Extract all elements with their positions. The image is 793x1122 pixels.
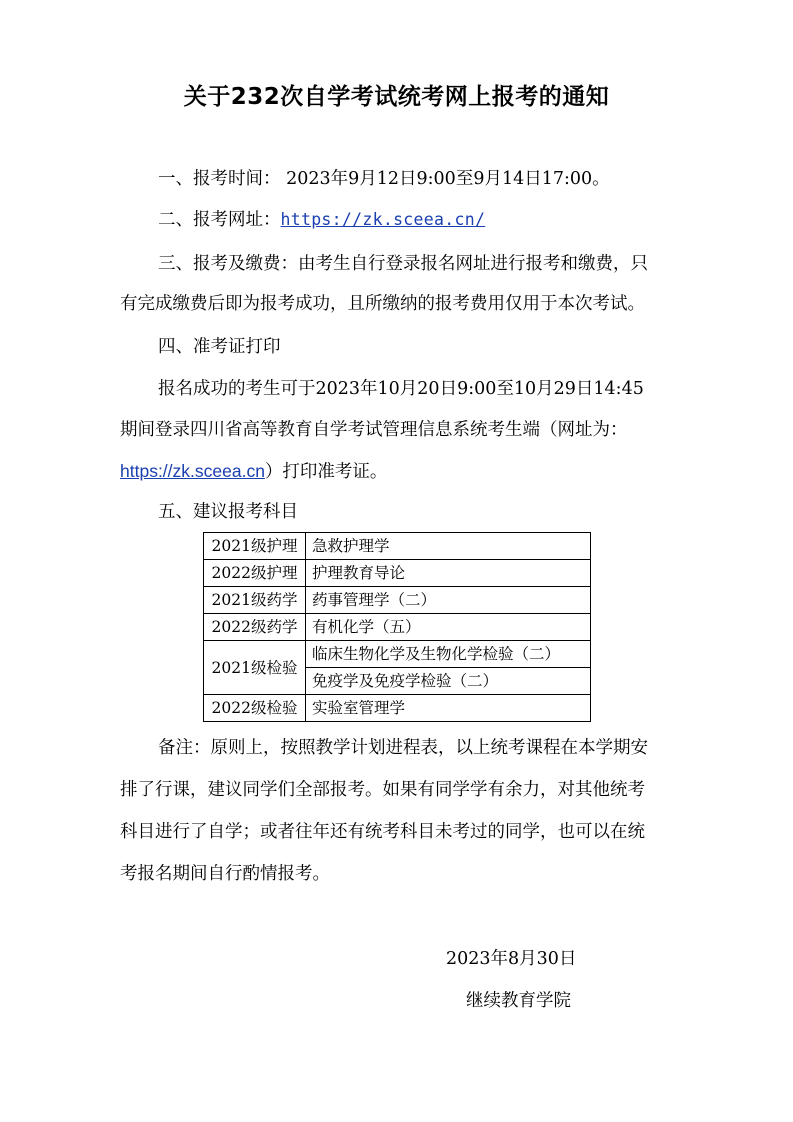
signature-date: 2023年8月30日 — [446, 949, 577, 969]
table-row — [204, 695, 591, 722]
table-row — [204, 587, 591, 614]
payment-line-2: 有完成缴费后即为报考成功，且所缴纳的报考费用仅用于本次考试。 — [120, 294, 645, 314]
note-line-3: 科目进行了自学；或者往年还有统考科目未考过的同学，也可以在统 — [120, 822, 645, 842]
table-row — [204, 641, 591, 668]
website-line — [158, 208, 485, 232]
admission-line-3-rest: ）打印准考证。 — [264, 462, 388, 482]
website-link[interactable]: https://zk.sceea.cn/ — [280, 210, 486, 229]
signature-org: 继续教育学院 — [466, 991, 571, 1011]
subjects-heading: 五、建议报考科目 — [158, 502, 298, 522]
subject-cell: 护理教育导论 — [306, 560, 591, 587]
subject-cell: 免疫学及免疫学检验（二） — [306, 668, 591, 695]
website-label: 二、报考网址： — [158, 210, 281, 230]
admission-heading: 四、准考证打印 — [158, 337, 281, 357]
admission-line-1: 报名成功的考生可于2023年10月20日9:00至10月29日14:45 — [158, 379, 644, 399]
grade-cell: 2022级药学 — [204, 614, 306, 641]
admission-line-2: 期间登录四川省高等教育自学考试管理信息系统考生端（网址为： — [120, 420, 628, 440]
grade-cell: 2021级护理 — [204, 533, 306, 560]
note-line-1: 备注：原则上，按照教学计划进程表，以上统考课程在本学期安 — [158, 738, 648, 758]
subjects-table — [203, 532, 591, 722]
table-row — [204, 560, 591, 587]
payment-line-1: 三、报考及缴费：由考生自行登录报名网址进行报考和缴费，只 — [158, 254, 648, 274]
note-line-2: 排了行课，建议同学们全部报考。如果有同学学有余力，对其他统考 — [120, 780, 645, 800]
page-title: 关于232次自学考试统考网上报考的通知 — [183, 84, 610, 110]
subject-cell: 急救护理学 — [306, 533, 591, 560]
admission-line-3 — [120, 459, 387, 484]
admission-link[interactable]: https://zk.sceea.cn — [120, 461, 265, 481]
subject-cell: 药事管理学（二） — [306, 587, 591, 614]
subject-cell: 有机化学（五） — [306, 614, 591, 641]
table-row — [204, 533, 591, 560]
grade-cell: 2021级药学 — [204, 587, 306, 614]
grade-cell: 2022级检验 — [204, 695, 306, 722]
table-row — [204, 614, 591, 641]
exam-time-line — [158, 167, 610, 191]
exam-time-value: 2023年9月12日9:00至9月14日17:00。 — [286, 169, 610, 189]
note-line-4: 考报名期间自行酌情报考。 — [120, 864, 330, 884]
grade-cell: 2022级护理 — [204, 560, 306, 587]
subject-cell: 临床生物化学及生物化学检验（二） — [306, 641, 591, 668]
exam-time-label: 一、报考时间： — [158, 169, 281, 189]
grade-cell: 2021级检验 — [204, 641, 306, 695]
subject-cell: 实验室管理学 — [306, 695, 591, 722]
